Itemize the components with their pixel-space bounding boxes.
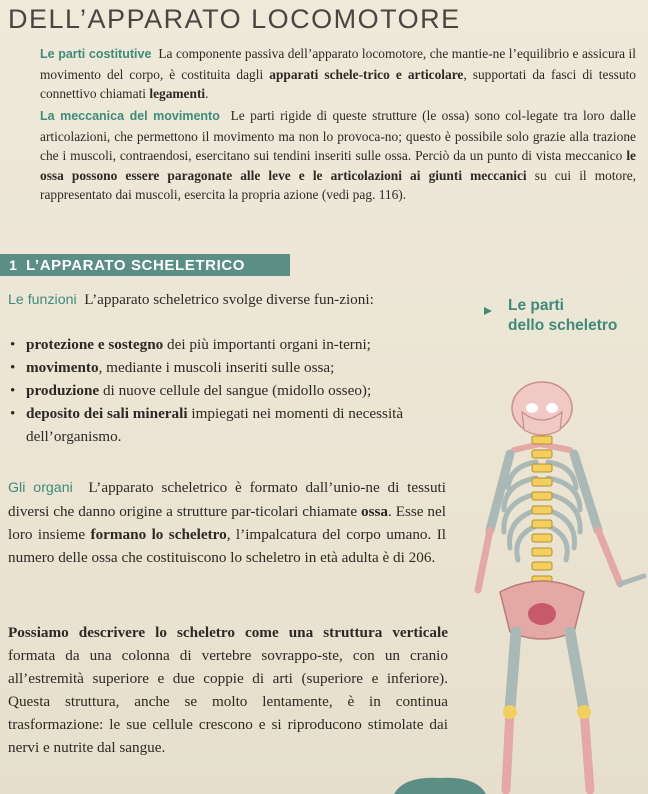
paragraph-organs <box>8 476 446 569</box>
figure-title-line: Le parti <box>508 297 564 314</box>
list-item-text: , mediante i muscoli inseriti sulle ossa; <box>98 359 335 376</box>
skull-icon <box>512 382 572 435</box>
emphasis-text: ossa <box>361 503 389 520</box>
list-item-text: dei più importanti organi in-terni; <box>163 336 371 353</box>
list-item <box>8 379 448 402</box>
functions-list <box>8 333 448 448</box>
paragraph-text: su cui il motore, rappresentato dai muscoli, esercita la propria azione (vedi pag. 116). <box>40 167 636 202</box>
paragraph-text: . Esse nel loro insieme <box>8 503 446 543</box>
page-title: DELL’APPARATO LOCOMOTORE <box>8 4 461 34</box>
paragraph-functions <box>8 288 428 312</box>
heading-meccanica: La meccanica del movimento <box>40 109 220 123</box>
emphasis-text: movimento <box>26 359 99 376</box>
paragraph-text: La componente passiva dell’apparato locomotore, che mantie-ne l’equilibrio e assicura il movimento del corpo, è costituita dagli <box>40 46 636 82</box>
emphasis-text: le ossa possono essere paragonate alle leve e le articolazioni ai giunti meccanici <box>40 148 636 183</box>
heading-parti-costitutive: Le parti costitutive <box>40 47 152 61</box>
paragraph-parts <box>40 44 636 104</box>
skeleton-illustration <box>470 370 648 794</box>
section-title: L’APPARATO SCHELETRICO <box>26 256 246 274</box>
paragraph-text: Le parti rigide di queste strutture (le ossa) sono col-legate tra loro dalle articolazioni, che permettono il movimento ma non lo provoca-no; questo è possibile solo grazie alla trazione che i muscoli, contraendosi, esercitano sui tendini inseriti sulle ossa. Perciò da un punto di vista meccanico <box>40 108 636 163</box>
paragraph-text: L’apparato scheletrico è formato dall’unio-ne di tessuti diversi che danno origine a strutture par-ticolari chiamate <box>8 479 447 520</box>
paragraph-text: formata da una colonna di vertebre sovrappo-ste, con un cranio all’estremità superiore e due coppie di arti (superiore e inferiore). Questa struttura, anche se molto lentamente, è in continua trasformazione: le sue cellule crescono e si riproducono stimolate dai nervi e nutrite dal sangue. <box>8 647 448 756</box>
emphasis-text: Possiamo descrivere lo scheletro come una struttura verticale <box>8 624 448 641</box>
paragraph-mechanics <box>40 106 636 205</box>
emphasis-text: protezione e sostegno <box>26 336 164 353</box>
emphasis-text: deposito dei sali minerali <box>26 405 188 422</box>
knee-icon <box>577 705 591 719</box>
spine-icon <box>532 436 552 584</box>
emphasis-text: legamenti <box>149 86 206 101</box>
paragraph-text: . <box>205 86 209 101</box>
heading-organi: Gli organi <box>8 480 73 496</box>
paragraph-text: , supportati da fasci di tessuto connettivo chiamati <box>40 66 636 101</box>
emphasis-text: apparati schele-trico e articolare <box>269 66 464 82</box>
list-item <box>8 356 448 379</box>
paragraph-structure <box>8 621 448 759</box>
heading-funzioni: Le funzioni <box>8 292 77 308</box>
play-arrow-icon <box>483 306 493 316</box>
emphasis-text: formano lo scheletro <box>90 526 227 543</box>
knee-icon <box>503 705 517 719</box>
list-item <box>8 333 448 356</box>
list-item <box>8 402 448 448</box>
paragraph-text: , l’impalcatura del corpo umano. Il numero delle ossa che costituiscono lo scheletro in età adulta è di 206. <box>8 526 446 566</box>
figure-title <box>508 296 617 336</box>
section-header <box>0 254 290 276</box>
list-item-text: impiegati nei momenti di necessità dell’organismo. <box>26 405 404 445</box>
section-number: 1 <box>9 257 17 273</box>
page-corner-badge <box>394 776 486 794</box>
emphasis-text: produzione <box>26 382 100 399</box>
paragraph-text: L’apparato scheletrico svolge diverse fun-zioni: <box>84 291 374 308</box>
list-item-text: di nuove cellule del sangue (midollo osseo); <box>99 382 372 399</box>
figure-title-line: dello scheletro <box>508 317 618 334</box>
